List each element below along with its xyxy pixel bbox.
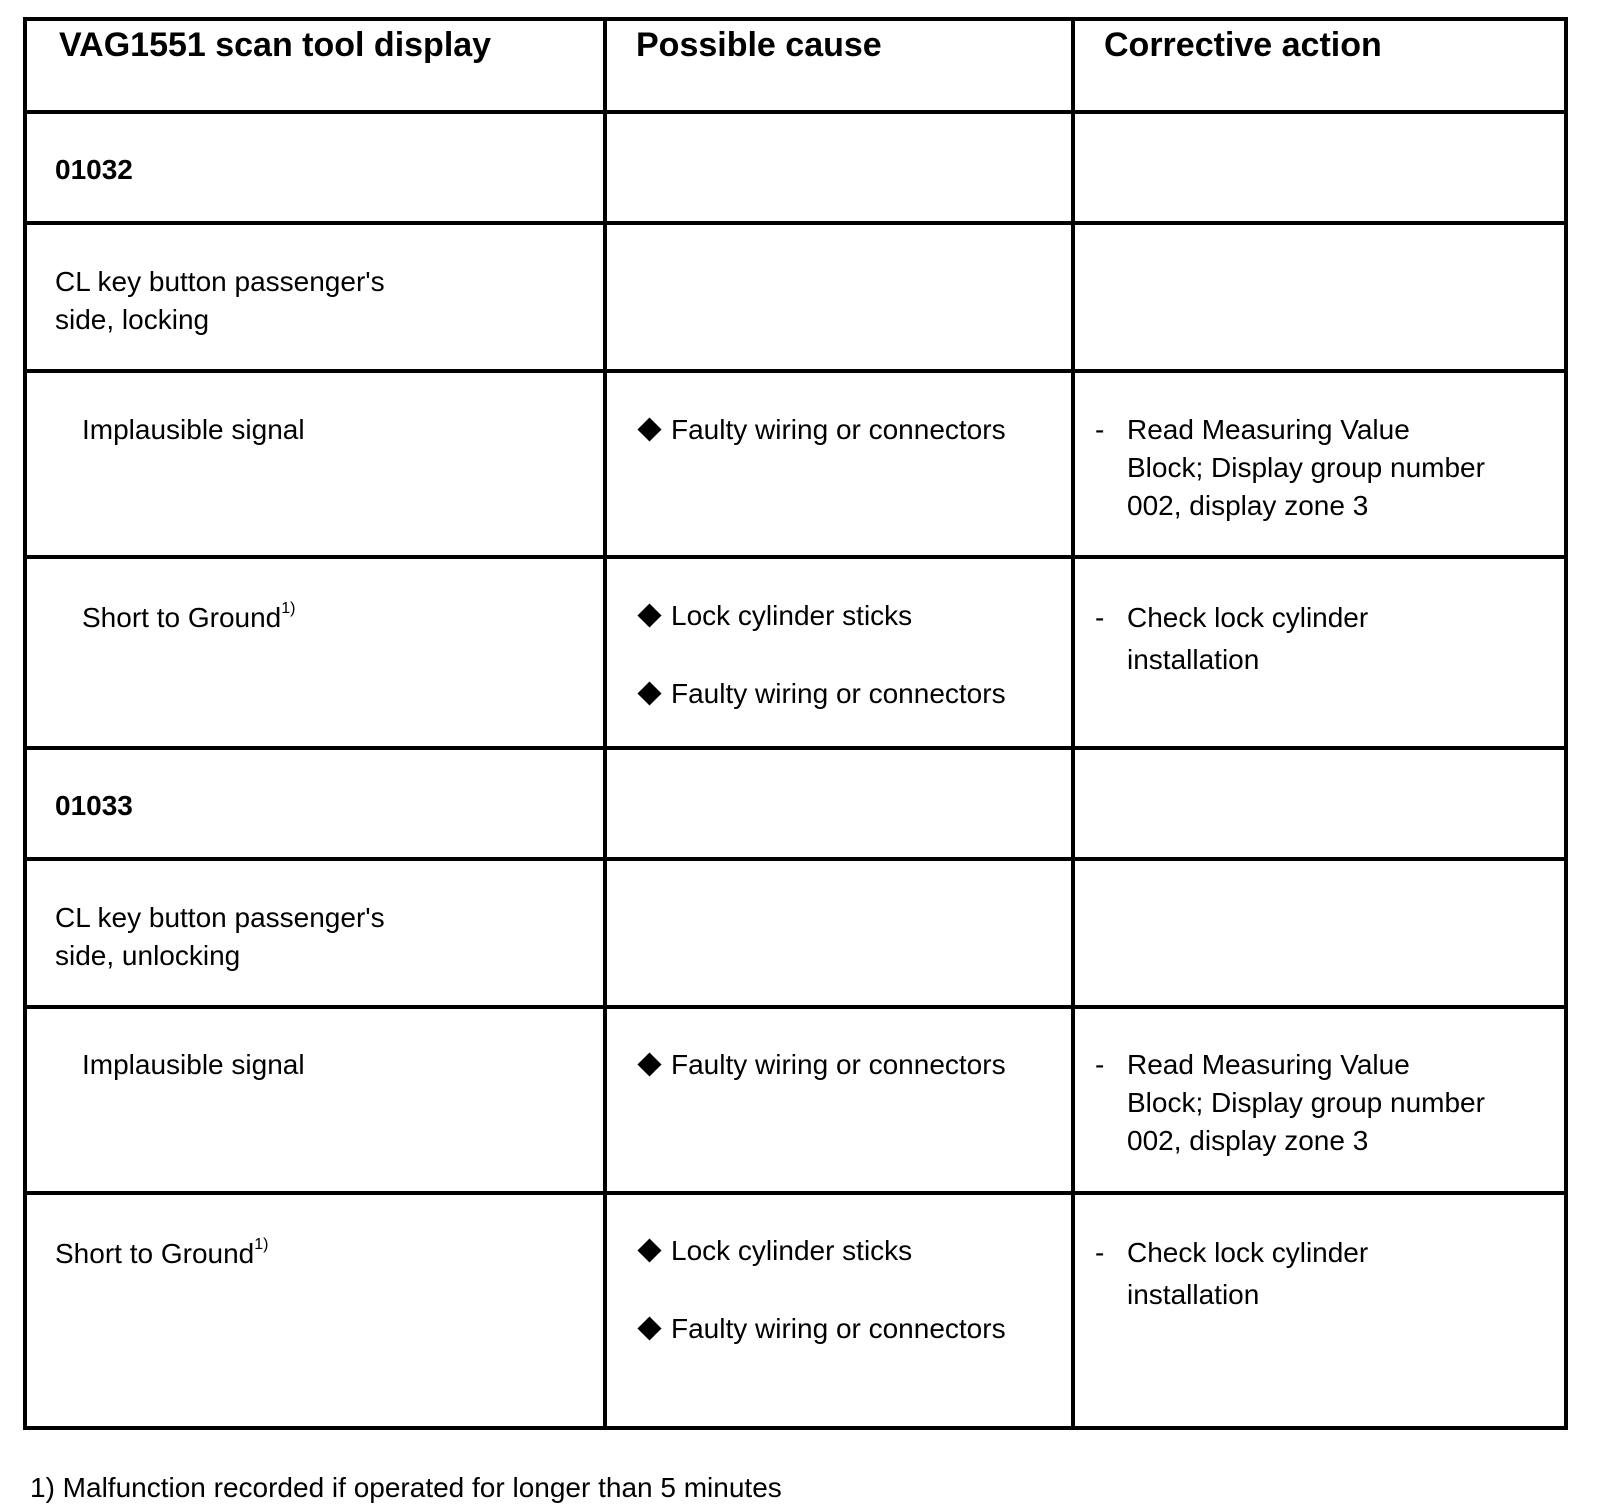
cause-item: Faulty wiring or connectors (637, 1046, 1006, 1084)
row-divider (27, 555, 1564, 559)
action-item: - Check lock cylinder installation (1095, 597, 1368, 681)
action-item: - Read Measuring Value Block; Display group number 002, display zone 3 (1095, 411, 1485, 525)
cause-item: Faulty wiring or connectors (637, 1310, 1006, 1348)
symptom: Implausible signal (82, 1049, 305, 1080)
fault-code: 01032 (55, 154, 133, 185)
footnote: 1) Malfunction recorded if operated for longer than 5 minutes (30, 1472, 782, 1503)
cause-item: Lock cylinder sticks (637, 1232, 1006, 1270)
diamond-bullet-icon (637, 1052, 661, 1076)
action-item: - Read Measuring Value Block; Display group number 002, display zone 3 (1095, 1046, 1485, 1160)
action-list (1095, 597, 1368, 681)
header-scan-tool-display: VAG1551 scan tool display (59, 26, 492, 64)
component-description: CL key button passenger's side, unlocking (55, 902, 385, 971)
row-divider (27, 1191, 1564, 1195)
dash-bullet-icon: - (1095, 1237, 1105, 1268)
symptom: Implausible signal (82, 414, 305, 445)
cause-list (637, 1232, 1006, 1348)
component-description: CL key button passenger's side, locking (55, 266, 385, 335)
diamond-bullet-icon (637, 417, 661, 441)
action-item: - Check lock cylinder installation (1095, 1232, 1368, 1316)
cause-list (637, 411, 1006, 449)
cause-list (637, 1046, 1006, 1084)
dash-bullet-icon: - (1095, 1049, 1105, 1080)
row-divider (27, 746, 1564, 750)
symptom: Short to Ground$^{1)}$ (82, 599, 296, 633)
dash-bullet-icon: - (1095, 602, 1105, 633)
diagnostic-table (23, 17, 1568, 1430)
diamond-bullet-icon (637, 681, 661, 705)
fault-code: 01033 (55, 790, 133, 821)
row-divider (27, 221, 1564, 225)
row-divider (27, 857, 1564, 861)
cause-item: Faulty wiring or connectors (637, 675, 1006, 713)
row-divider (27, 369, 1564, 373)
diamond-bullet-icon (637, 1316, 661, 1340)
symptom: Short to Ground$^{1)}$ (55, 1235, 269, 1269)
footnote-reference: 1) (281, 599, 296, 617)
cause-item: Faulty wiring or connectors (637, 411, 1006, 449)
row-divider (27, 1005, 1564, 1009)
row-divider (27, 110, 1564, 114)
header-corrective-action: Corrective action (1104, 26, 1382, 64)
diamond-bullet-icon (637, 1238, 661, 1262)
action-list (1095, 1046, 1485, 1160)
footnote-reference: 1) (254, 1235, 269, 1253)
cause-item: Lock cylinder sticks (637, 597, 1006, 635)
action-list (1095, 1232, 1368, 1316)
dash-bullet-icon: - (1095, 414, 1105, 445)
header-possible-cause: Possible cause (636, 26, 882, 64)
action-list (1095, 411, 1485, 525)
column-divider (1071, 21, 1075, 1426)
cause-list (637, 597, 1006, 713)
diamond-bullet-icon (637, 603, 661, 627)
column-divider (603, 21, 607, 1426)
